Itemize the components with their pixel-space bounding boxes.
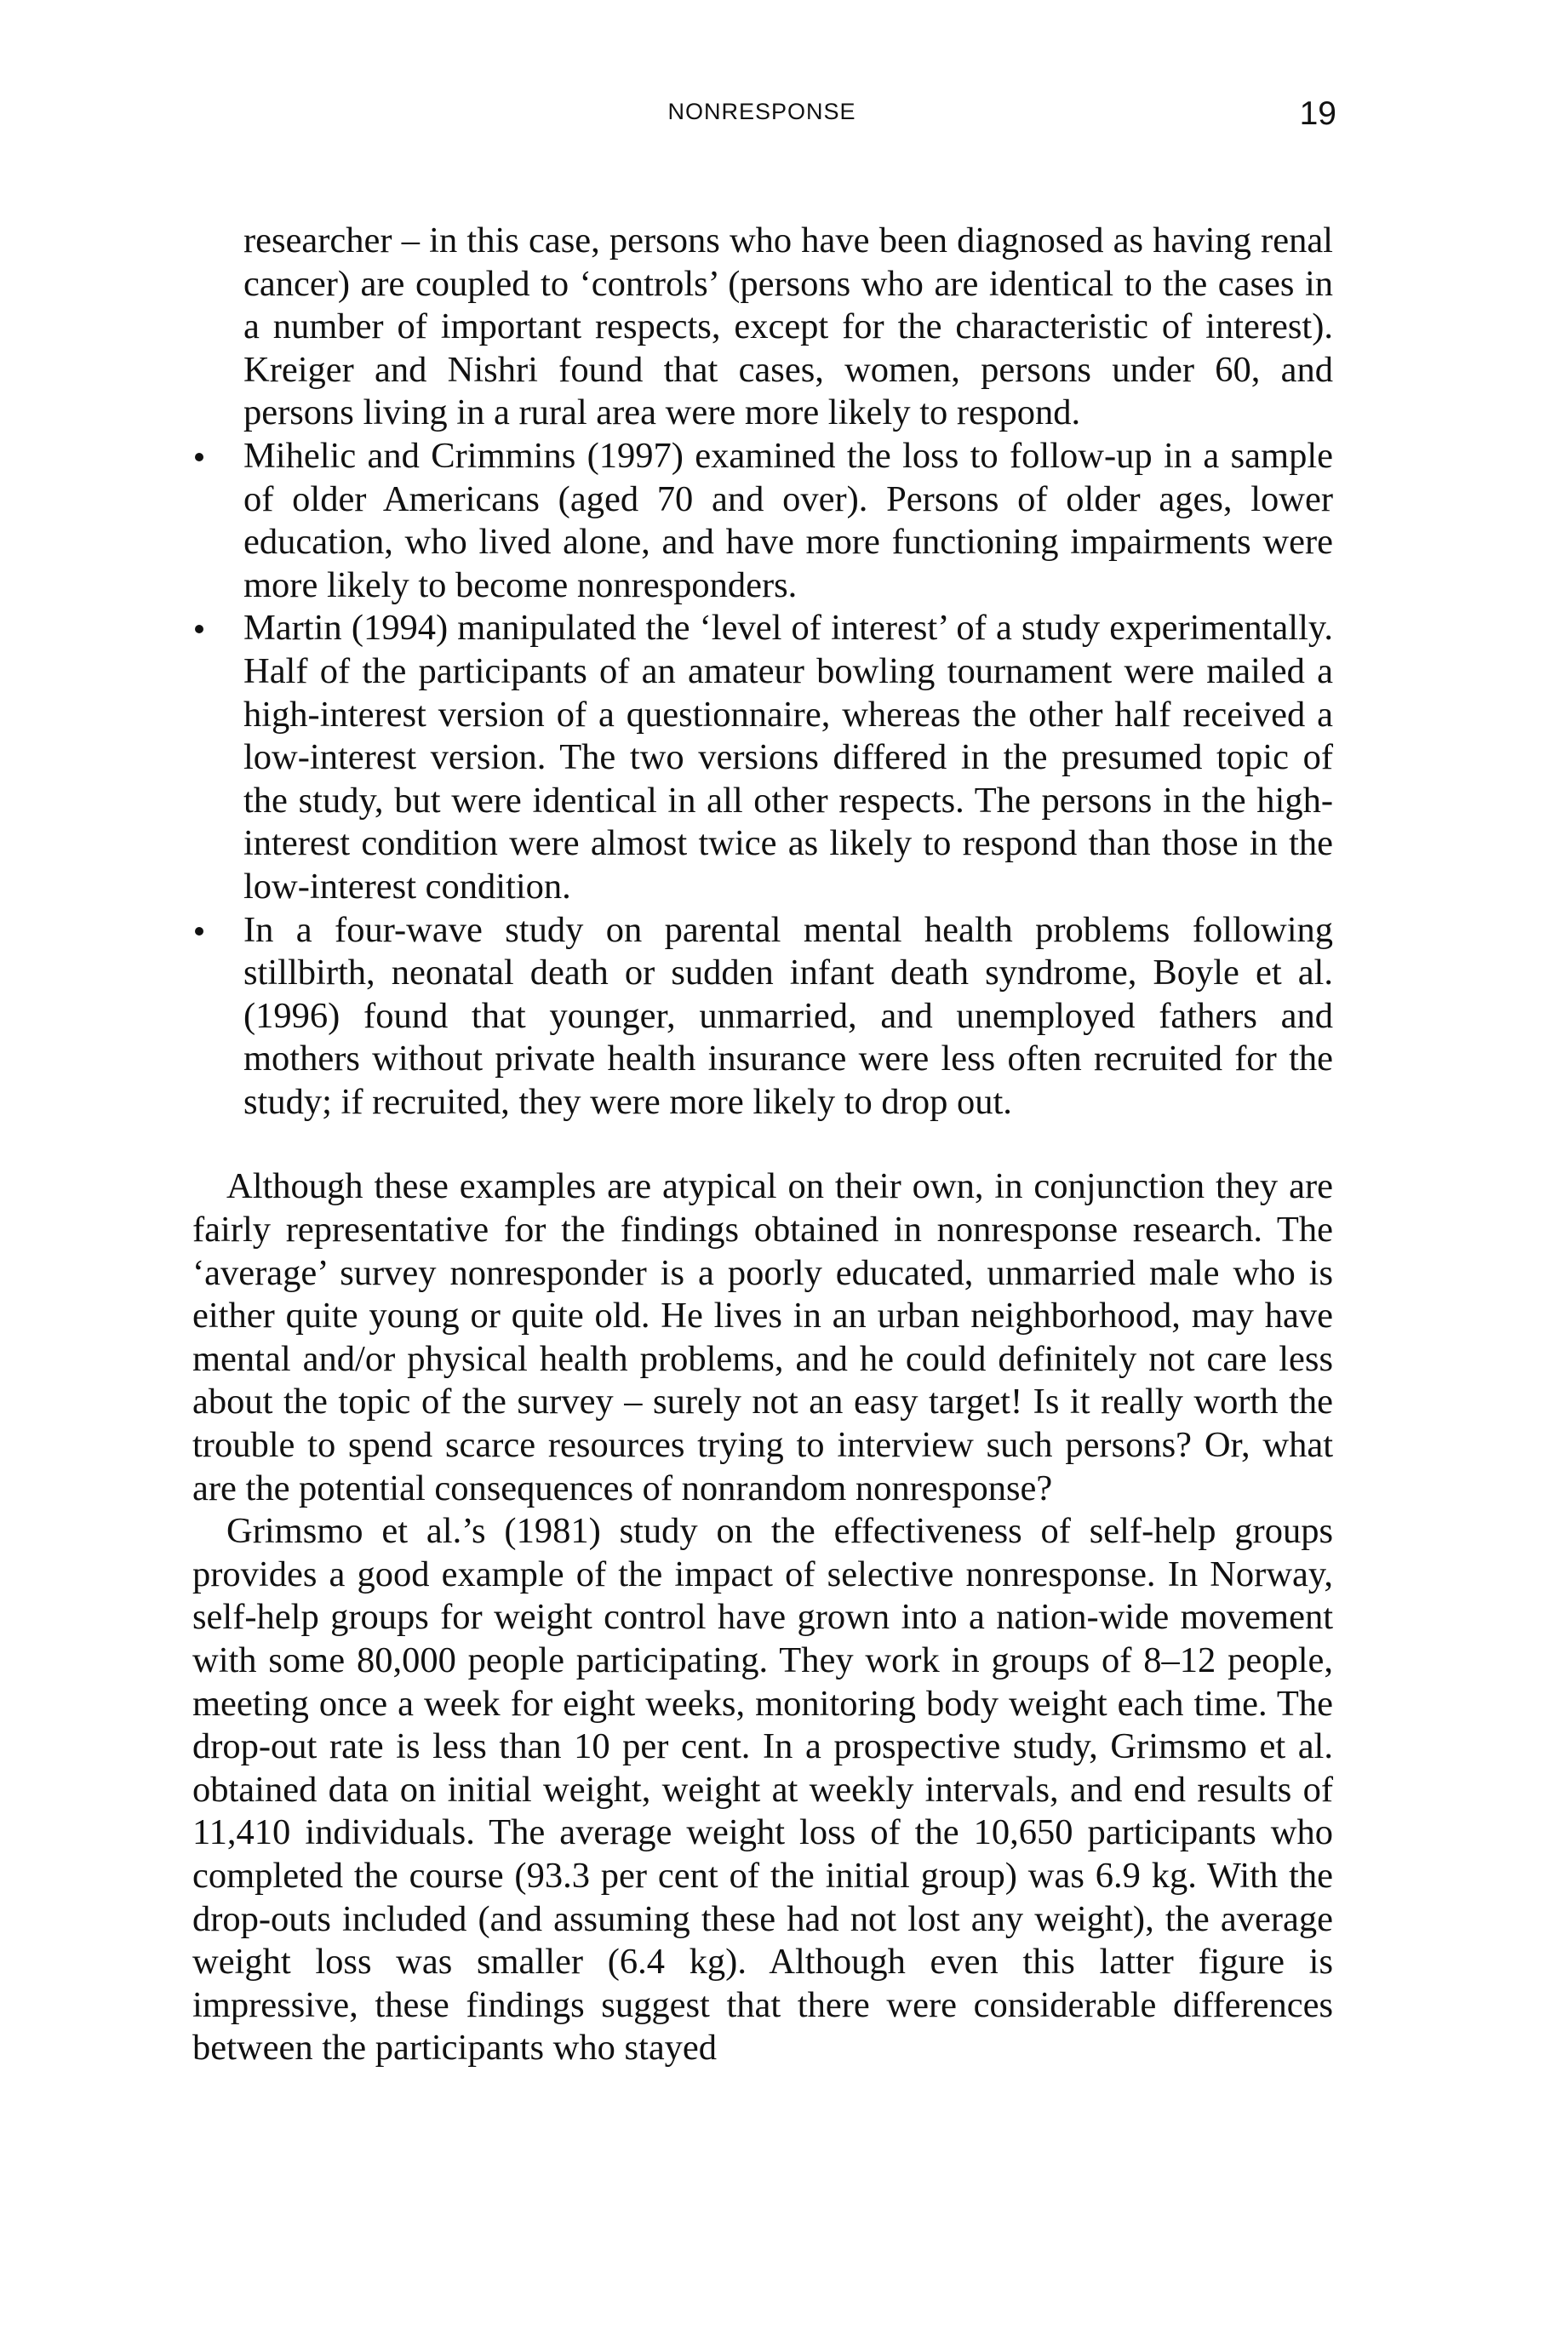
bullet-icon [195,625,203,633]
bullet-text: Mihelic and Crimmins (1997) examined the loss to follow-up in a sample of older Americans (aged 70 and over). Persons of older ages, lower education, who lived alone, and have more functioning impairments were more likely to become nonresponders. [243,435,1333,605]
bullet-list [192,435,1333,1124]
body-paragraph: Grimsmo et al.’s (1981) study on the effectiveness of self-help groups provides a good example of the impact of selective nonresponse. In Norway, self-help groups for weight control have grown into a nation-wide movement with some 80,000 people participating. They work in groups of 8–12 people, meeting once a week for eight weeks, monitoring body weight each time. The drop-out rate is less than 10 per cent. In a prospective study, Grimsmo et al. obtained data on initial weight, weight at weekly intervals, and end results of 11,410 individuals. The average weight loss of the 10,650 participants who completed the course (93.3 per cent of the initial group) was 6.9 kg. With the drop-outs included (and assuming these had not lost any weight), the average weight loss was smaller (6.4 kg). Although even this latter figure is impressive, these findings suggest that there were considerable differences between the participants who stayed [192,1511,1333,2069]
section-gap [192,1124,1333,1165]
bullet-item [192,909,1333,1124]
running-header [187,95,1336,146]
bullet-text: In a four-wave study on parental mental health problems following stillbirth, neonatal death or sudden infant death syndrome, Boyle et al. (1996) found that younger, unmarried, and unemployed fathers and mothers without private health insurance were less often recruited for the study; if recruited, they were more likely to drop out. [243,909,1333,1122]
bullet-icon [195,927,203,936]
continuation-paragraph: researcher – in this case, persons who have been diagnosed as having renal cancer) are coupled to ‘controls’ (persons who are identical to the cases in a number of important respects, except for the characteristic of interest). Kreiger and Nishri found that cases, women, persons under 60, and persons living in a rural area were more likely to respond. [243,220,1333,433]
running-title: NONRESPONSE [667,99,856,124]
bullet-text: Martin (1994) manipulated the ‘level of interest’ of a study experimentally. Half of the participants of an amateur bowling tournament were mailed a high-interest version of a questionnaire, whereas the other half received a low-interest version. The two versions differed in the presumed topic of the study, but were identical in all other respects. The persons in the high-interest condition were almost twice as likely to respond than those in the low-interest condition. [243,608,1333,907]
page-number: 19 [1299,95,1336,132]
body-paragraph: Although these examples are atypical on their own, in conjunction they are fairly representative for the findings obtained in nonresponse research. The ‘average’ survey nonresponder is a poorly educated, unmarried male who is either quite young or quite old. He lives in an urban neighborhood, may have mental and/or physical health problems, and he could definitely not care less about the topic of the survey – surely not an easy target! Is it really worth the trouble to spend scarce resources trying to interview such persons? Or, what are the potential consequences of nonrandom nonresponse? [192,1166,1333,1508]
bullet-item [192,435,1333,607]
bullet-item [192,607,1333,908]
body-text [192,220,1333,2070]
bullet-icon [195,453,203,461]
